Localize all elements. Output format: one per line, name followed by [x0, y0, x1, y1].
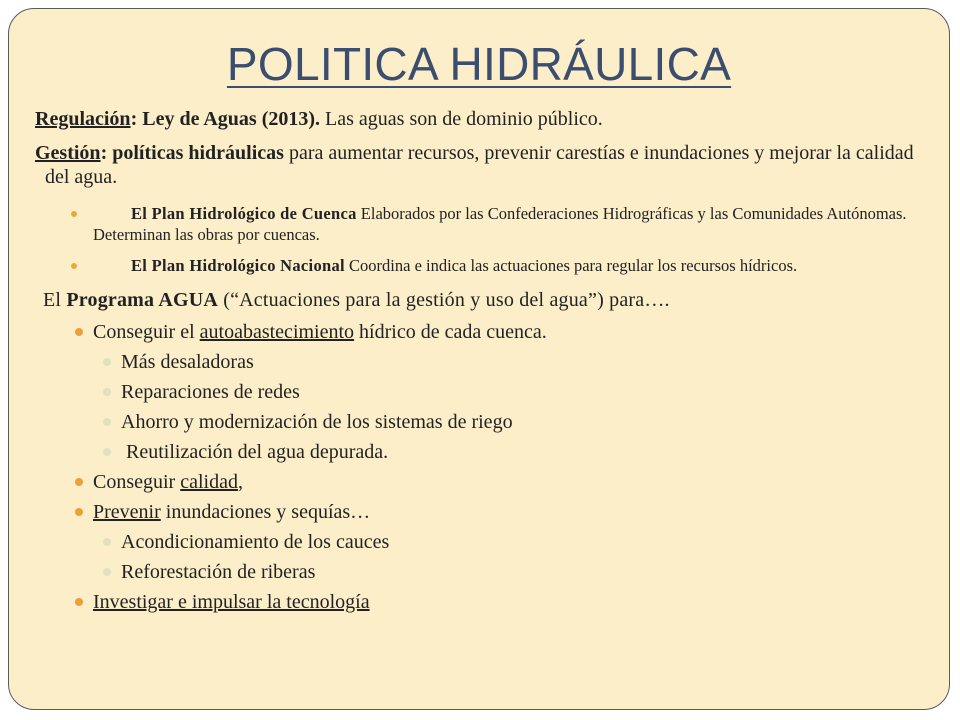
plan-cuenca-bold: El Plan Hidrológico de Cuenca: [131, 204, 357, 223]
slide-body: [35, 107, 927, 617]
list-item-prevenir: [35, 497, 927, 527]
programa-paragraph: [35, 288, 927, 312]
list-item-redes: [35, 377, 927, 407]
programa-bold: Programa AGUA: [66, 289, 219, 311]
bullet-icon: [103, 418, 111, 426]
gestion-text: para aumentar recursos, prevenir carestías e inundaciones y mejorar la calidad del agua.: [45, 142, 914, 188]
programa-text: (“Actuaciones para la gestión y uso del agua”) para….: [218, 289, 670, 311]
list-item-autoabastecimiento: [35, 317, 927, 347]
autoabastecimiento-link: autoabastecimiento: [199, 321, 355, 343]
plan-nacional-text: Coordina e indica las actuaciones para regular los recursos hídricos.: [344, 256, 798, 275]
item-text: Conseguir: [93, 471, 181, 493]
plan-cuenca-text: Elaborados por las Confederaciones Hidrográficas y las Comunidades Autónomas. Determinan las obras por cuencas.: [93, 204, 907, 244]
item-text: Acondicionamiento de los cauces: [121, 531, 390, 553]
bullet-icon: [75, 478, 83, 486]
gestion-paragraph: [35, 141, 927, 189]
list-item-riego: [35, 407, 927, 437]
item-text: Reparaciones de redes: [121, 381, 300, 403]
item-text: Reutilización del agua depurada.: [121, 441, 389, 463]
bullet-icon: [71, 211, 77, 217]
gestion-label: Gestión: [35, 142, 101, 164]
item-text: hídrico de cada cuenca.: [354, 321, 547, 343]
list-item-desaladoras: [35, 347, 927, 377]
list-item-cauces: [35, 527, 927, 557]
investigar-link: Investigar e impulsar la tecnología: [93, 591, 370, 613]
slide: [8, 8, 950, 710]
programa-pre: El: [43, 289, 67, 311]
regulacion-colon: :: [130, 108, 143, 130]
bullet-icon: [103, 538, 111, 546]
item-text: Conseguir el: [93, 321, 200, 343]
bullet-icon: [71, 263, 77, 269]
item-text: inundaciones y sequías…: [160, 501, 371, 523]
regulacion-text: Las aguas son de dominio público.: [320, 108, 603, 130]
prevenir-link: Prevenir: [93, 501, 161, 523]
item-text: Reforestación de riberas: [121, 561, 316, 583]
list-item-calidad: [35, 467, 927, 497]
plan-nacional-item: [35, 255, 927, 276]
plan-cuenca-item: [35, 203, 927, 245]
gestion-bold: políticas hidráulicas: [112, 142, 284, 164]
item-text: Ahorro y modernización de los sistemas de riego: [121, 411, 513, 433]
plan-nacional-bold: El Plan Hidrológico Nacional: [131, 256, 345, 275]
bullet-icon: [75, 328, 83, 336]
bullet-icon: [103, 448, 111, 456]
page-title: POLITICA HIDRÁULICA: [226, 38, 732, 90]
bullet-icon: [103, 358, 111, 366]
regulacion-label: Regulación: [35, 108, 131, 130]
bullet-icon: [75, 598, 83, 606]
bullet-icon: [103, 388, 111, 396]
gestion-colon: :: [100, 142, 113, 164]
list-item-reutilizacion: [35, 437, 927, 467]
bullet-icon: [103, 568, 111, 576]
item-text: Más desaladoras: [121, 351, 254, 373]
calidad-link: calidad: [180, 471, 238, 493]
regulacion-bold: Ley de Aguas (2013).: [142, 108, 321, 130]
bullet-icon: [75, 508, 83, 516]
list-item-riberas: [35, 557, 927, 587]
list-item-investigar: [35, 587, 927, 617]
regulacion-paragraph: [35, 107, 927, 131]
item-text: ,: [237, 471, 243, 493]
